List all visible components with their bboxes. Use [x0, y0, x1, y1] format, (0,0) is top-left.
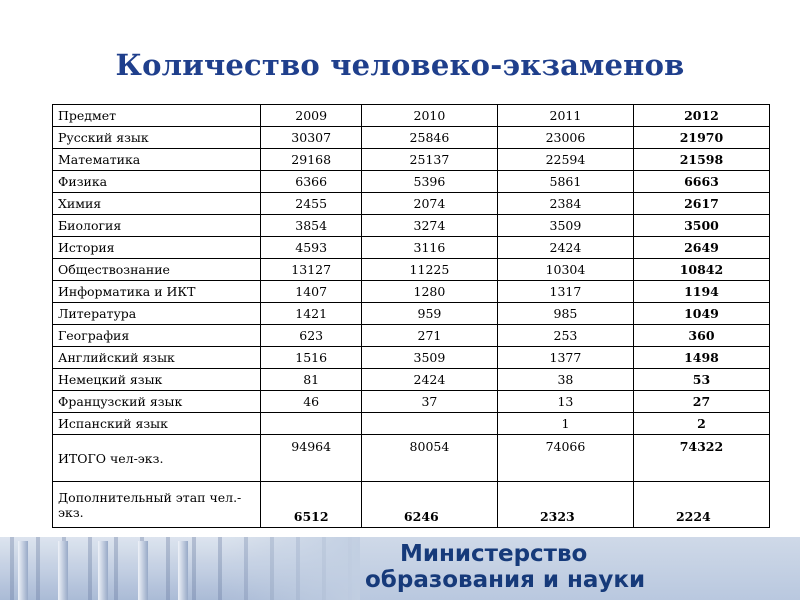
extra-stage-value: 2224: [633, 482, 769, 528]
cell-value: 13: [497, 391, 633, 413]
cell-value: 25846: [361, 127, 497, 149]
cell-value: 1317: [497, 281, 633, 303]
cell-subject: История: [53, 237, 261, 259]
header-year-2011: 2011: [497, 105, 633, 127]
cell-subject: География: [53, 325, 261, 347]
cell-subject: Химия: [53, 193, 261, 215]
cell-value: 1049: [633, 303, 769, 325]
table-row: [53, 215, 770, 237]
cell-value: 2074: [361, 193, 497, 215]
table-row: [53, 391, 770, 413]
cell-value: 2617: [633, 193, 769, 215]
cell-value: 2424: [361, 369, 497, 391]
cell-value: 1421: [261, 303, 361, 325]
cell-value: 38: [497, 369, 633, 391]
cell-value: 623: [261, 325, 361, 347]
exam-table: [52, 104, 770, 528]
header-year-2012: 2012: [633, 105, 769, 127]
cell-subject: Информатика и ИКТ: [53, 281, 261, 303]
cell-value: 3116: [361, 237, 497, 259]
cell-value: 2384: [497, 193, 633, 215]
cell-value: [361, 413, 497, 435]
table-header-row: [53, 105, 770, 127]
cell-value: 37: [361, 391, 497, 413]
cell-value: 21598: [633, 149, 769, 171]
header-year-2009: 2009: [261, 105, 361, 127]
footer-banner: [0, 537, 800, 600]
table-row: [53, 281, 770, 303]
total-value: 74322: [633, 435, 769, 482]
cell-subject: Физика: [53, 171, 261, 193]
cell-subject: Математика: [53, 149, 261, 171]
cell-value: 3509: [497, 215, 633, 237]
page-title: Количество человеко-экзаменов: [115, 48, 685, 82]
cell-subject: Немецкий язык: [53, 369, 261, 391]
extra-stage-row: [53, 482, 770, 528]
cell-value: 253: [497, 325, 633, 347]
extra-stage-value: 2323: [497, 482, 633, 528]
total-label: ИТОГО чел-экз.: [53, 435, 261, 482]
cell-value: 81: [261, 369, 361, 391]
building-column: [178, 541, 188, 600]
cell-value: 3500: [633, 215, 769, 237]
total-value: 80054: [361, 435, 497, 482]
header-year-2010: 2010: [361, 105, 497, 127]
ministry-logo-line1: Министерство: [400, 541, 588, 567]
cell-subject: Французский язык: [53, 391, 261, 413]
table-row: [53, 237, 770, 259]
table-row: [53, 347, 770, 369]
cell-value: 1516: [261, 347, 361, 369]
cell-subject: Английский язык: [53, 347, 261, 369]
cell-value: 5861: [497, 171, 633, 193]
cell-subject: Литература: [53, 303, 261, 325]
extra-stage-value: 6246: [361, 482, 497, 528]
cell-value: 1280: [361, 281, 497, 303]
cell-value: 10304: [497, 259, 633, 281]
cell-subject: Русский язык: [53, 127, 261, 149]
cell-value: 1377: [497, 347, 633, 369]
cell-value: 1498: [633, 347, 769, 369]
table-row: [53, 369, 770, 391]
table-row: [53, 413, 770, 435]
total-row: [53, 435, 770, 482]
cell-subject: Испанский язык: [53, 413, 261, 435]
cell-value: 13127: [261, 259, 361, 281]
cell-subject: Обществознание: [53, 259, 261, 281]
cell-value: 10842: [633, 259, 769, 281]
cell-value: 985: [497, 303, 633, 325]
ministry-logo-line2: образования и науки: [365, 567, 646, 593]
cell-value: 23006: [497, 127, 633, 149]
building-column: [138, 541, 148, 600]
table-row: [53, 259, 770, 281]
cell-value: 1407: [261, 281, 361, 303]
building-column: [18, 541, 28, 600]
building-column: [58, 541, 68, 600]
cell-value: 25137: [361, 149, 497, 171]
table-row: [53, 127, 770, 149]
building-column: [98, 541, 108, 600]
cell-subject: Биология: [53, 215, 261, 237]
cell-value: 29168: [261, 149, 361, 171]
cell-value: 5396: [361, 171, 497, 193]
cell-value: 2649: [633, 237, 769, 259]
cell-value: [261, 413, 361, 435]
cell-value: 27: [633, 391, 769, 413]
table-row: [53, 193, 770, 215]
total-value: 74066: [497, 435, 633, 482]
cell-value: 3509: [361, 347, 497, 369]
cell-value: 46: [261, 391, 361, 413]
cell-value: 360: [633, 325, 769, 347]
extra-stage-label: Дополнительный этап чел.-экз.: [53, 482, 261, 528]
cell-value: 30307: [261, 127, 361, 149]
cell-value: 3854: [261, 215, 361, 237]
cell-value: 2424: [497, 237, 633, 259]
cell-value: 22594: [497, 149, 633, 171]
cell-value: 271: [361, 325, 497, 347]
cell-value: 6663: [633, 171, 769, 193]
table-row: [53, 171, 770, 193]
cell-value: 1194: [633, 281, 769, 303]
cell-value: 959: [361, 303, 497, 325]
table-row: [53, 303, 770, 325]
cell-value: 53: [633, 369, 769, 391]
header-subject: Предмет: [53, 105, 261, 127]
cell-value: 3274: [361, 215, 497, 237]
cell-value: 21970: [633, 127, 769, 149]
total-value: 94964: [261, 435, 361, 482]
cell-value: 6366: [261, 171, 361, 193]
cell-value: 11225: [361, 259, 497, 281]
table-row: [53, 149, 770, 171]
cell-value: 4593: [261, 237, 361, 259]
cell-value: 2455: [261, 193, 361, 215]
cell-value: 2: [633, 413, 769, 435]
cell-value: 1: [497, 413, 633, 435]
extra-stage-value: 6512: [261, 482, 361, 528]
table-row: [53, 325, 770, 347]
